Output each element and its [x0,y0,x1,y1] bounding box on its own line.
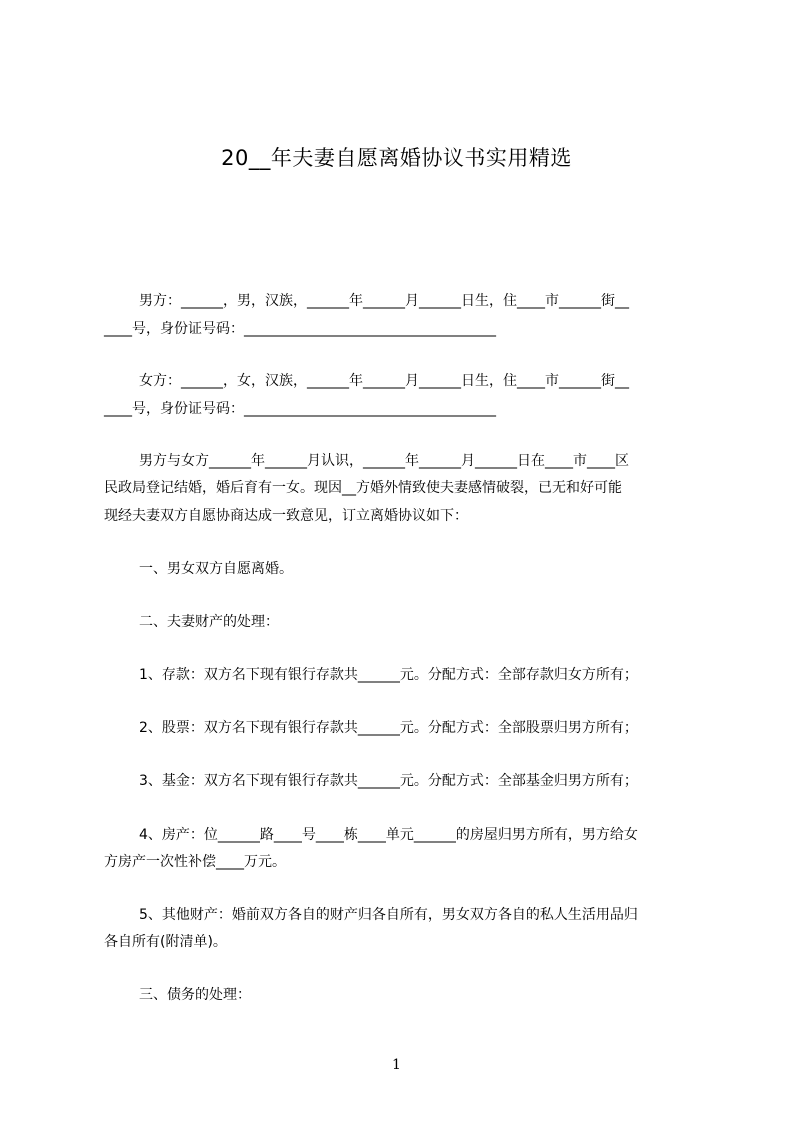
list-item: 方房产一次性补偿____万元。 [104,854,286,870]
paragraph-line: 男方与女方______年______月认识，______年______月______日在____市____区 [139,453,629,469]
section-heading: 二、夫妻财产的处理： [139,614,279,630]
paragraph-line: ____号，身份证号码：____________________________________ [104,321,496,337]
list-item: 4、房产：位______路____号____栋____单元______的房屋归男方所有，男方给女 [139,827,638,843]
paragraph-line: 女方：______，女，汉族，______年______月______日生，住____市______街__ [139,373,629,389]
paragraph-line: 男方：______，男，汉族，______年______月______日生，住____市______街__ [139,293,629,309]
list-item: 3、基金：双方名下现有银行存款共______元。分配方式：全部基金归男方所有； [139,773,638,789]
list-item: 5、其他财产：婚前双方各自的财产归各自所有，男女双方各自的私人生活用品归 [139,907,638,923]
paragraph-line: 民政局登记结婚，婚后育有一女。现因__方婚外情致使夫妻感情破裂，已无和好可能 [104,480,622,496]
section-heading: 三、债务的处理： [139,987,251,1003]
paragraph-line: 现经夫妻双方自愿协商达成一致意见，订立离婚协议如下： [104,508,468,524]
page-number: 1 [392,1057,401,1073]
list-item: 1、存款：双方名下现有银行存款共______元。分配方式：全部存款归女方所有； [139,667,638,683]
document-title: 20__年夫妻自愿离婚协议书实用精选 [221,146,572,170]
section-heading: 一、男女双方自愿离婚。 [139,561,293,577]
list-item: 各自所有(附清单)。 [104,934,227,950]
paragraph-line: ____号，身份证号码：____________________________________ [104,401,496,417]
list-item: 2、股票：双方名下现有银行存款共______元。分配方式：全部股票归男方所有； [139,720,638,736]
